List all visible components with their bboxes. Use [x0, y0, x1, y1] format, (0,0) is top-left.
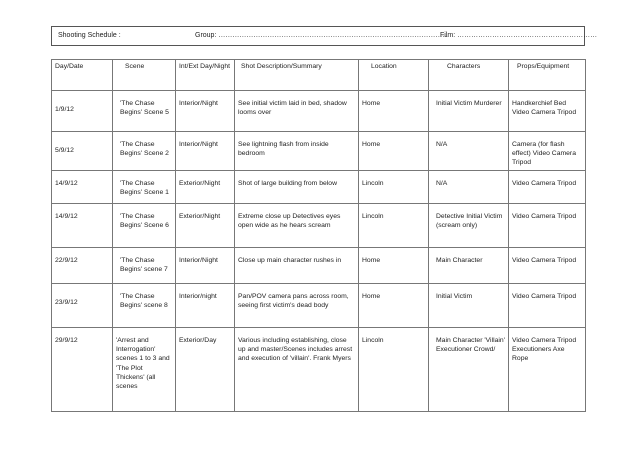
cell-characters-text: Main Character 'Villain' Executioner Crowd/ — [436, 337, 505, 354]
cell-intext-text: Exterior/Night — [179, 213, 221, 220]
film-field: Film: …………………………………………………… — [440, 32, 598, 39]
cell-intext-text: Exterior/Night — [179, 180, 221, 187]
cell-props-text: Camera (for flash effect) Video Camera Tripod — [512, 141, 576, 167]
cell-props — [509, 132, 586, 171]
cell-scene-text: 'The Chase Begins' scene 7 — [120, 257, 168, 274]
cell-location — [359, 171, 429, 204]
cell-characters — [429, 328, 509, 412]
schedule-title: Shooting Schedule : — [58, 32, 121, 39]
cell-intext-text: Interior/night — [179, 293, 217, 300]
cell-characters — [429, 248, 509, 284]
schedule-header-box — [51, 26, 598, 46]
cell-scene — [113, 171, 176, 204]
cell-date — [52, 284, 113, 328]
cell-props-text: Video Camera Tripod — [512, 293, 577, 300]
cell-characters — [429, 284, 509, 328]
cell-description-text: Various including establishing, close up and master/Scenes includes arrest and execution of 'villain'. Frank Myers — [238, 337, 353, 363]
cell-description — [235, 248, 359, 284]
cell-description-text: Extreme close up Detectives eyes open wide as he hears scream — [238, 213, 341, 230]
table-row — [52, 328, 586, 412]
cell-characters-text: N/A — [436, 141, 448, 148]
cell-intext-text: Interior/Night — [179, 257, 218, 264]
cell-location-text: Lincoln — [362, 337, 384, 344]
column-header-props: Props/Equipment — [509, 60, 586, 91]
cell-location — [359, 248, 429, 284]
cell-date — [52, 248, 113, 284]
cell-location — [359, 132, 429, 171]
cell-characters-text: Initial Victim Murderer — [436, 100, 502, 107]
cell-description — [235, 328, 359, 412]
group-field: Group: ……………………………………………………………………………………… — [195, 32, 450, 39]
cell-location — [359, 204, 429, 248]
cell-props-text: Video Camera Tripod — [512, 213, 577, 220]
cell-description — [235, 132, 359, 171]
cell-scene-text: 'The Chase Begins' Scene 2 — [120, 141, 169, 158]
cell-date — [52, 171, 113, 204]
cell-characters — [429, 171, 509, 204]
cell-date-text: 5/9/12 — [55, 147, 74, 154]
column-header-date: Day/Date — [52, 60, 113, 91]
cell-description — [235, 91, 359, 132]
column-header-description: Shot Description/Summary — [235, 60, 359, 91]
column-header-scene: Scene — [113, 60, 176, 91]
cell-scene — [113, 328, 176, 412]
cell-intext-text: Interior/Night — [179, 100, 218, 107]
cell-characters-text: N/A — [436, 180, 448, 187]
cell-characters-text: Initial Victim — [436, 293, 473, 300]
cell-scene — [113, 248, 176, 284]
cell-date-text: 14/9/12 — [55, 213, 78, 220]
cell-scene-text: 'The Chase Begins' Scene 1 — [120, 180, 169, 197]
cell-intext-text: Interior/Night — [179, 141, 218, 148]
cell-location-text: Home — [362, 100, 381, 107]
table-row — [52, 248, 586, 284]
cell-scene — [113, 91, 176, 132]
cell-date-text: 14/9/12 — [55, 180, 78, 187]
cell-location — [359, 91, 429, 132]
cell-date — [52, 204, 113, 248]
cell-scene-text: 'The Chase Begins' Scene 6 — [120, 213, 169, 230]
cell-props-text: Video Camera Tripod Executioners Axe Rope — [512, 337, 577, 363]
cell-props-text: Handkerchief Bed Video Camera Tripod — [512, 100, 577, 117]
cell-date — [52, 91, 113, 132]
cell-date — [52, 328, 113, 412]
cell-props — [509, 328, 586, 412]
cell-props — [509, 91, 586, 132]
cell-intext — [176, 248, 235, 284]
cell-description — [235, 204, 359, 248]
cell-location — [359, 284, 429, 328]
cell-props — [509, 171, 586, 204]
cell-location-text: Lincoln — [362, 213, 384, 220]
cell-intext-text: Exterior/Day — [179, 337, 217, 344]
cell-date-text: 29/9/12 — [55, 337, 78, 344]
shooting-schedule-table — [51, 59, 586, 412]
cell-location-text: Home — [362, 257, 381, 264]
cell-scene — [113, 204, 176, 248]
cell-characters — [429, 132, 509, 171]
cell-props-text: Video Camera Tripod — [512, 257, 577, 264]
column-header-location: Location — [359, 60, 429, 91]
cell-intext — [176, 328, 235, 412]
cell-description-text: Pan/POV camera pans across room, seeing first victim's dead body — [238, 293, 349, 310]
cell-props — [509, 248, 586, 284]
cell-date-text: 1/9/12 — [55, 106, 74, 113]
cell-scene-text: 'The Chase Begins' scene 8 — [120, 293, 168, 310]
cell-date-text: 22/9/12 — [55, 257, 78, 264]
cell-date-text: 23/9/12 — [55, 299, 78, 306]
table-row — [52, 171, 586, 204]
table-row — [52, 132, 586, 171]
table-row — [52, 284, 586, 328]
cell-characters-text: Detective Initial Victim (scream only) — [436, 213, 503, 230]
cell-intext — [176, 284, 235, 328]
cell-description-text: See initial victim laid in bed, shadow looms over — [238, 100, 347, 117]
cell-location-text: Lincoln — [362, 180, 384, 187]
cell-props — [509, 284, 586, 328]
cell-intext — [176, 132, 235, 171]
cell-characters-text: Main Character — [436, 257, 483, 264]
cell-scene-text: 'The Chase Begins' Scene 5 — [120, 100, 169, 117]
cell-props — [509, 204, 586, 248]
header-row — [52, 60, 586, 91]
cell-description-text: Shot of large building from below — [238, 180, 337, 187]
column-header-intext: Int/Ext Day/Night — [176, 60, 235, 91]
cell-scene-text: 'Arrest and Interrogation' scenes 1 to 3 and 'The Plot Thickens' (all scenes — [116, 337, 170, 390]
cell-description-text: See lightning flash from inside bedroom — [238, 141, 329, 158]
column-header-characters: Characters — [429, 60, 509, 91]
cell-description-text: Close up main character rushes in — [238, 257, 342, 264]
cell-intext — [176, 204, 235, 248]
table-row — [52, 204, 586, 248]
cell-description — [235, 171, 359, 204]
cell-intext — [176, 171, 235, 204]
cell-characters — [429, 204, 509, 248]
cell-props-text: Video Camera Tripod — [512, 180, 577, 187]
cell-description — [235, 284, 359, 328]
cell-location — [359, 328, 429, 412]
cell-characters — [429, 91, 509, 132]
cell-date — [52, 132, 113, 171]
cell-scene — [113, 284, 176, 328]
cell-location-text: Home — [362, 293, 381, 300]
cell-location-text: Home — [362, 141, 381, 148]
cell-intext — [176, 91, 235, 132]
cell-scene — [113, 132, 176, 171]
table-row — [52, 91, 586, 132]
